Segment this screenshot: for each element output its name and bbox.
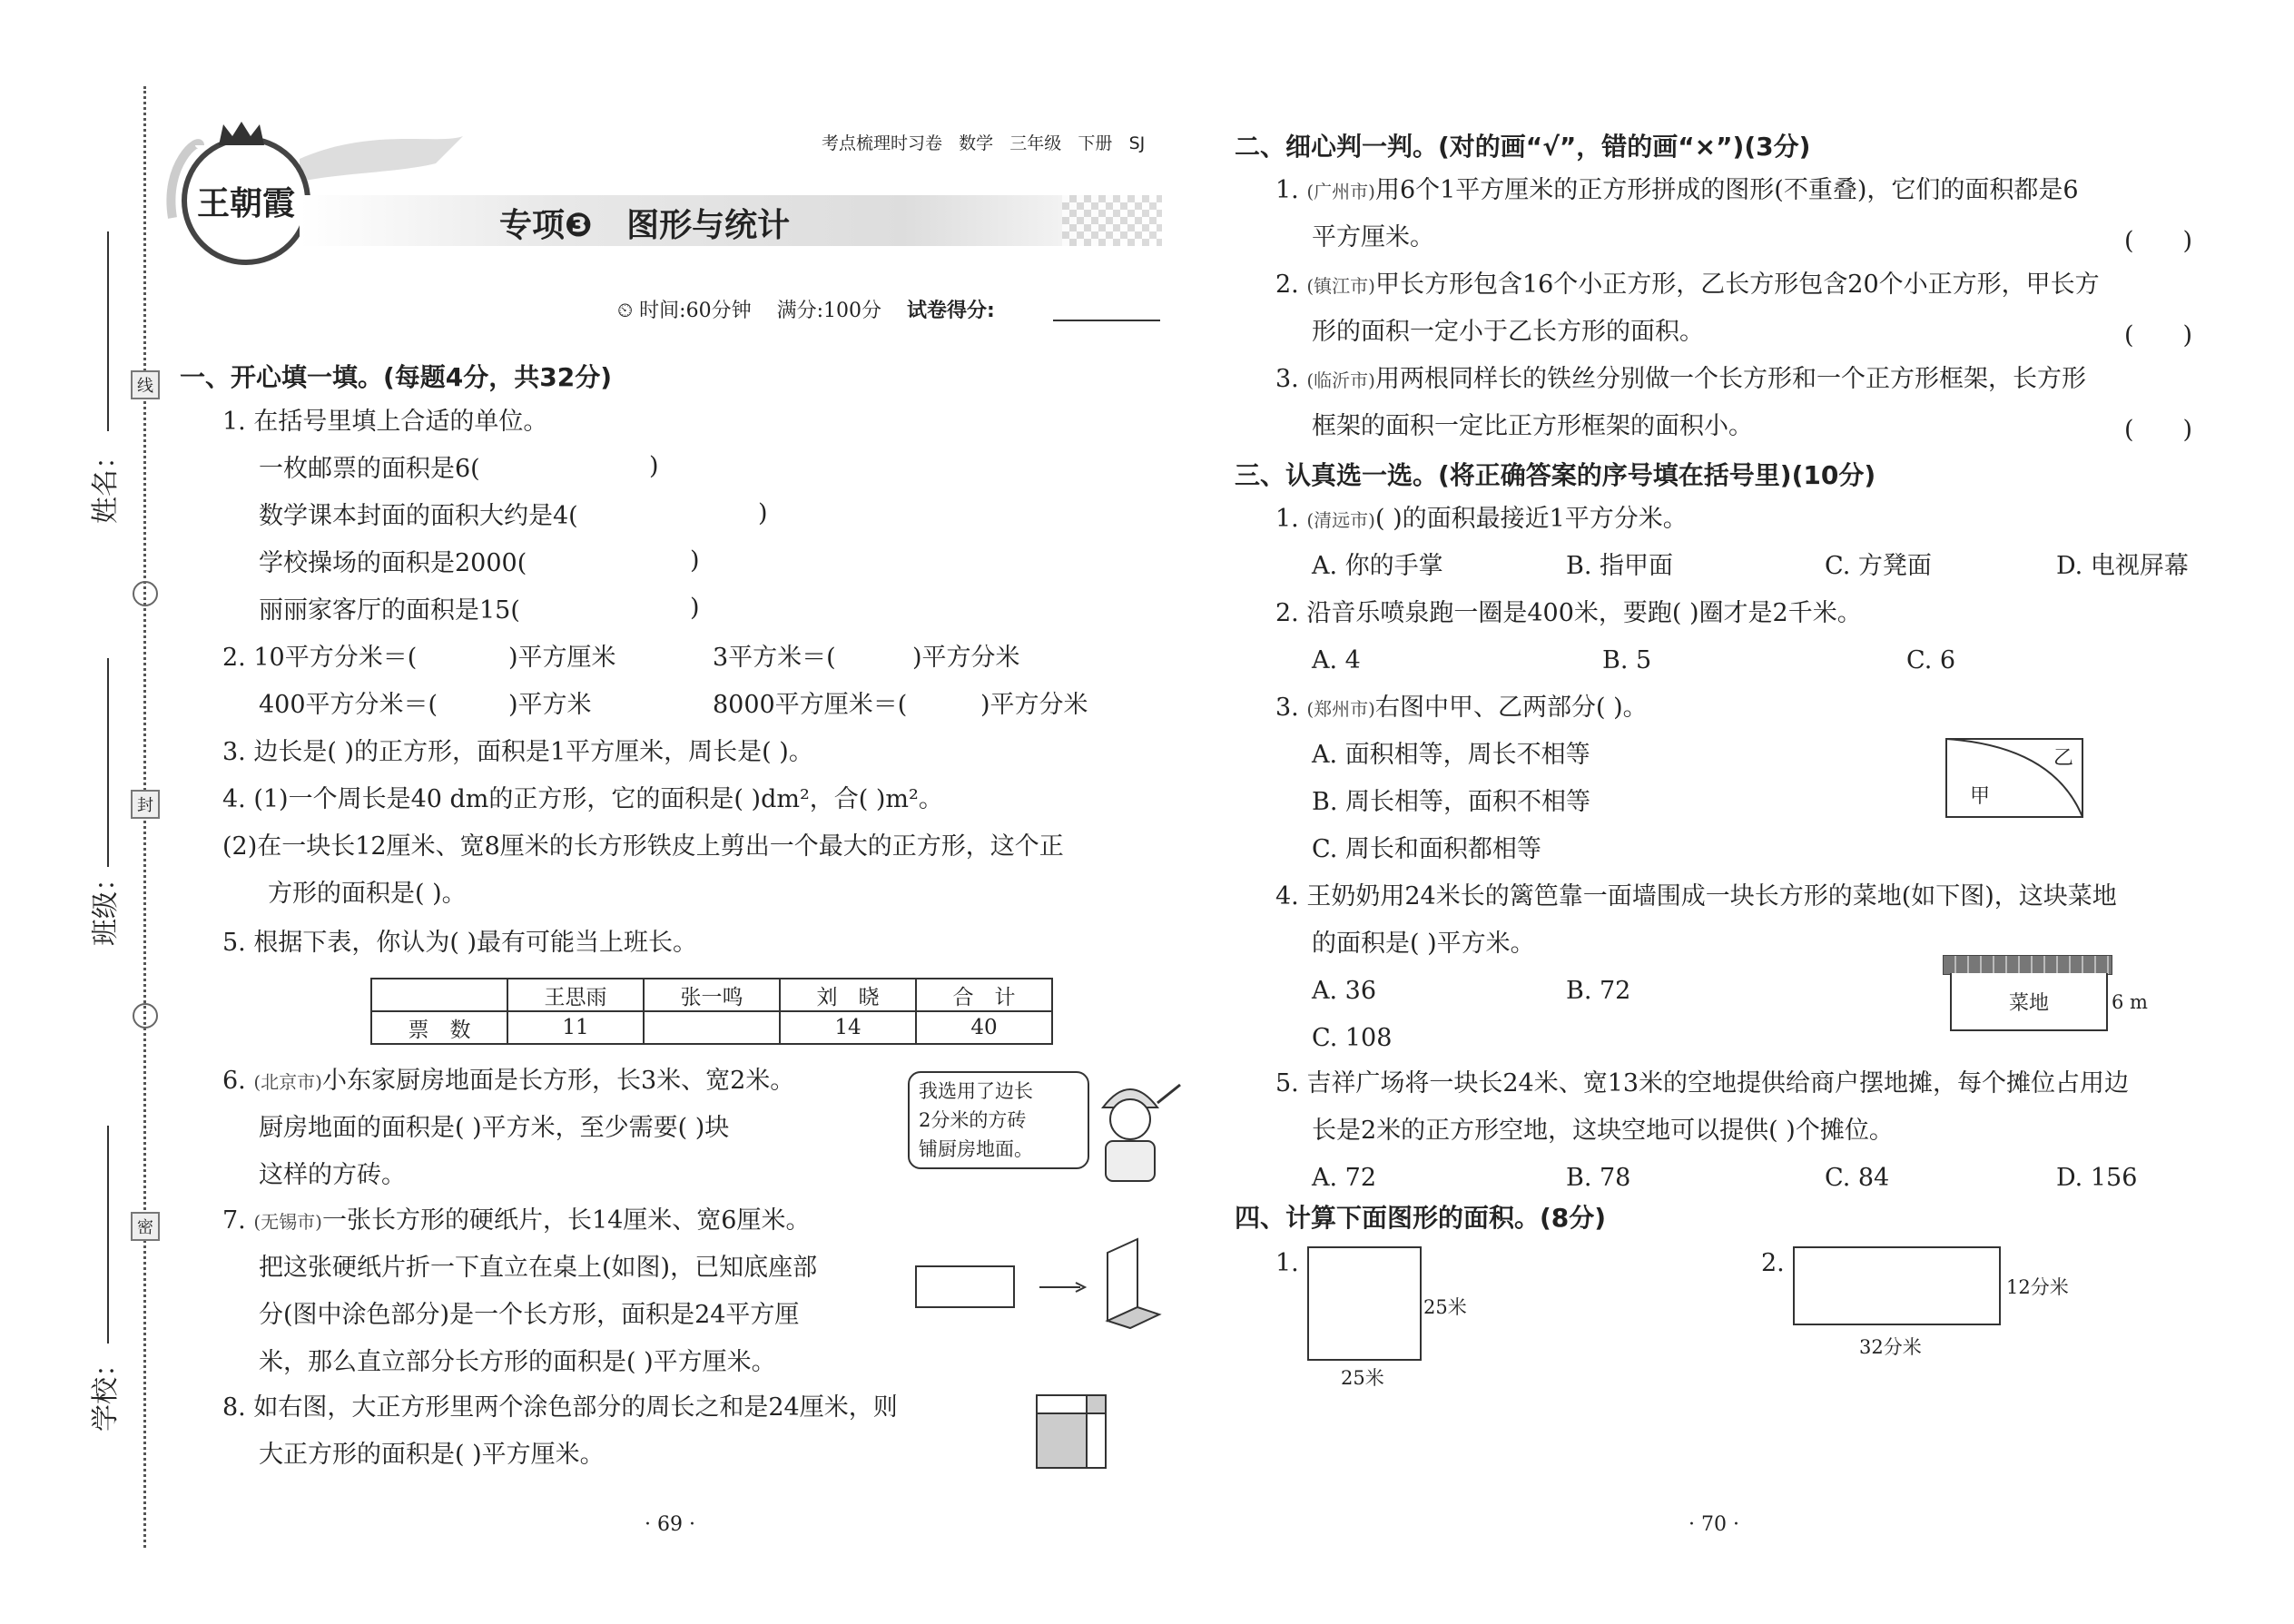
q1-a-close: ): [649, 452, 659, 480]
table-header: [371, 979, 507, 1011]
c1-opt-a: A. 你的手掌: [1312, 552, 1443, 580]
c3-opt-c: C. 周长和面积都相等: [1312, 835, 1541, 863]
header-meta: [822, 130, 1145, 154]
q7-line1: 7. (无锡市)一张长方形的硬纸片，长14厘米、宽6厘米。: [222, 1206, 811, 1235]
c3-opt-a: A. 面积相等，周长不相等: [1312, 741, 1590, 769]
volume: 下册: [1078, 133, 1113, 153]
q2-c2: )平方米: [508, 691, 592, 719]
q8-line1: 8. 如右图，大正方形里两个涂色部分的周长之和是24厘米，则: [222, 1393, 898, 1422]
j2-line2: 形的面积一定小于乙长方形的面积。: [1312, 318, 1704, 346]
c4-opt-a: A. 36: [1312, 977, 1377, 1005]
logo-text: 王朝霞: [196, 184, 295, 222]
sec1-title: 一、开心填一填。(每题4分，共32分): [180, 362, 613, 392]
table-cell: 14: [780, 1011, 916, 1044]
c5-line2: 长是2米的正方形空地，这块空地可以提供( )个摊位。: [1312, 1117, 1894, 1145]
c5-opt-b: B. 78: [1566, 1164, 1631, 1192]
title-checker: [1062, 195, 1162, 246]
edition: SJ: [1128, 133, 1146, 153]
table-header: 刘 晓: [780, 979, 916, 1011]
c4-line1: 4. 王奶奶用24米长的篱笆靠一面墙围成一块长方形的菜地(如下图)，这块菜地: [1275, 882, 2117, 910]
table-cell: [644, 1011, 780, 1044]
q5: 5. 根据下表，你认为( )最有可能当上班长。: [222, 929, 697, 957]
q7-line4: 米，那么直立部分长方形的面积是( )平方厘米。: [259, 1348, 776, 1376]
c2-opt-c: C. 6: [1906, 646, 1956, 674]
q2-a1: 2. 10平方分米＝(: [222, 644, 418, 672]
school-line: [107, 1126, 109, 1343]
j3-answer: ( ): [2124, 416, 2193, 444]
punch-hole-icon: [133, 581, 158, 606]
sec3-title: 三、认真选一选。(将正确答案的序号填在括号里)(10分): [1235, 460, 1876, 490]
sec4-title: 四、计算下面图形的面积。(8分): [1235, 1203, 1607, 1233]
square-25: [1307, 1246, 1422, 1361]
q2-d2: )平方分米: [980, 691, 1088, 719]
fig-label-jia: 甲: [1970, 785, 1991, 808]
school-label: 学校：: [90, 1350, 122, 1432]
q4a: 4. (1)一个周长是40 dm的正方形，它的面积是( )dm²，合( )m²。: [222, 785, 943, 813]
page-number-left: · 69 ·: [645, 1513, 695, 1536]
square-figure: [1035, 1393, 1108, 1471]
q7-line2: 把这张硬纸片折一下直立在桌上(如图)，已知底座部: [259, 1254, 818, 1282]
table-header: 王思雨: [507, 979, 644, 1011]
table-header: 合 计: [916, 979, 1052, 1011]
j1-line1: 1. (广州市)用6个1平方厘米的正方形拼成的图形(不重叠)，它们的面积都是6: [1275, 176, 2079, 204]
c2-opt-b: B. 5: [1602, 646, 1652, 674]
c5-opt-a: A. 72: [1312, 1164, 1377, 1192]
c1-opt-c: C. 方凳面: [1825, 552, 1932, 580]
q1-c: 学校操场的面积是2000(: [259, 549, 527, 577]
garden-side-label: 6 m: [2112, 991, 2148, 1013]
c4-opt-c: C. 108: [1312, 1024, 1393, 1052]
cut-mark-seal: 封: [131, 790, 160, 819]
f1-bottom: 25米: [1341, 1367, 1384, 1389]
q6-line2: 厨房地面的面积是( )平方米，至少需要( )块: [259, 1114, 730, 1142]
f2-side: 12分米: [2006, 1276, 2069, 1298]
table-header: 张一鸣: [644, 979, 780, 1011]
c2-opt-a: A. 4: [1312, 646, 1361, 674]
f1-side: 25米: [1423, 1296, 1467, 1318]
q2-c1: 400平方分米＝(: [259, 691, 438, 719]
q1-stem: 1. 在括号里填上合适的单位。: [222, 408, 548, 436]
crown-icon: [214, 120, 269, 147]
j3-line1: 3. (临沂市)用两根同样长的铁丝分别做一个长方形和一个正方形框架，长方形: [1275, 365, 2086, 393]
speech-bubble: 我选用了边长 2分米的方砖 铺厨房地面。: [908, 1071, 1089, 1169]
rect-32x12: [1793, 1246, 2001, 1325]
garden-figure: 菜地: [1950, 973, 2108, 1031]
cut-mark-secret: 密: [131, 1212, 160, 1241]
q6-line1: 6. (北京市)小东家厨房地面是长方形，长3米、宽2米。: [222, 1067, 795, 1095]
q2-a2: )平方厘米: [508, 644, 616, 672]
f2-bottom: 32分米: [1859, 1336, 1922, 1358]
table-cell: 11: [507, 1011, 644, 1044]
votes-table: [370, 978, 1053, 1045]
q4b2: 方形的面积是( )。: [268, 880, 467, 908]
sec2-title: 二、细心判一判。(对的画“√”，错的画“×”)(3分): [1235, 132, 1811, 162]
j2-line1: 2. (镇江市)甲长方形包含16个小正方形，乙长方形包含20个小正方形，甲长方: [1275, 271, 2100, 299]
page-title: 专项❸ 图形与统计: [499, 207, 791, 244]
f1-num: 1.: [1275, 1249, 1299, 1277]
c2-line1: 2. 沿音乐喷泉跑一圈是400米，要跑( )圈才是2千米。: [1275, 599, 1862, 627]
c5-opt-c: C. 84: [1825, 1164, 1890, 1192]
q3: 3. 边长是( )的正方形，面积是1平方厘米，周长是( )。: [222, 738, 813, 766]
subject: 数学: [959, 133, 994, 153]
c5-line1: 5. 吉祥广场将一块长24米、宽13米的空地提供给商户摆地摊，每个摊位占用边: [1275, 1069, 2130, 1097]
wall-icon: [1943, 955, 2112, 975]
j2-answer: ( ): [2124, 321, 2193, 349]
exam-info: ⏲ 时间:60分钟 满分:100分 试卷得分:: [617, 300, 995, 322]
q1-b: 数学课本封面的面积大约是4(: [259, 502, 578, 530]
fig-label-yi: 乙: [2053, 747, 2074, 770]
name-line: [107, 231, 109, 431]
table-cell: 40: [916, 1011, 1052, 1044]
q1-b-close: ): [758, 499, 768, 527]
j3-line2: 框架的面积一定比正方形框架的面积小。: [1312, 412, 1753, 440]
c4-line2: 的面积是( )平方米。: [1312, 930, 1535, 958]
c5-opt-d: D. 156: [2056, 1164, 2138, 1192]
q6-line3: 这样的方砖。: [259, 1161, 406, 1189]
fold-figure: [912, 1235, 1162, 1330]
j1-answer: ( ): [2124, 227, 2193, 255]
q1-c-close: ): [690, 546, 700, 575]
class-line: [107, 658, 109, 867]
c1-opt-d: D. 电视屏幕: [2056, 552, 2189, 580]
c1-opt-b: B. 指甲面: [1566, 552, 1674, 580]
score-line: [1053, 320, 1160, 321]
q4b1: (2)在一块长12厘米、宽8厘米的长方形铁皮上剪出一个最大的正方形，这个正: [222, 832, 1064, 861]
c3-line1: 3. (郑州市)右图中甲、乙两部分( )。: [1275, 694, 1648, 722]
q2-d1: 8000平方厘米＝(: [713, 691, 908, 719]
q1-d: 丽丽家客厅的面积是15(: [259, 596, 520, 625]
f2-num: 2.: [1761, 1249, 1785, 1277]
j1-line2: 平方厘米。: [1312, 223, 1434, 251]
q1-a: 一枚邮票的面积是6(: [259, 455, 480, 483]
grade: 三年级: [1009, 133, 1062, 153]
punch-hole-icon: [133, 1003, 158, 1029]
q2-b2: )平方分米: [912, 644, 1020, 672]
c3-opt-b: B. 周长相等，面积不相等: [1312, 788, 1591, 816]
worker-icon: [1071, 1067, 1189, 1185]
c1-line1: 1. (清远市)( )的面积最接近1平方分米。: [1275, 505, 1688, 533]
c4-opt-b: B. 72: [1566, 977, 1631, 1005]
name-label: 姓名：: [90, 442, 122, 524]
q8-line2: 大正方形的面积是( )平方厘米。: [259, 1441, 605, 1469]
series: 考点梳理时习卷: [822, 133, 943, 153]
table-row-label: 票 数: [371, 1011, 507, 1044]
clock-icon: ⏲: [617, 300, 634, 322]
q2-b1: 3平方米＝(: [713, 644, 836, 672]
page-number-right: · 70 ·: [1689, 1513, 1739, 1536]
q7-line3: 分(图中涂色部分)是一个长方形，面积是24平方厘: [259, 1301, 800, 1329]
logo: [182, 136, 310, 265]
class-label: 班级：: [90, 864, 122, 946]
q1-d-close: ): [690, 594, 700, 622]
cut-mark-line: 线: [131, 370, 160, 399]
